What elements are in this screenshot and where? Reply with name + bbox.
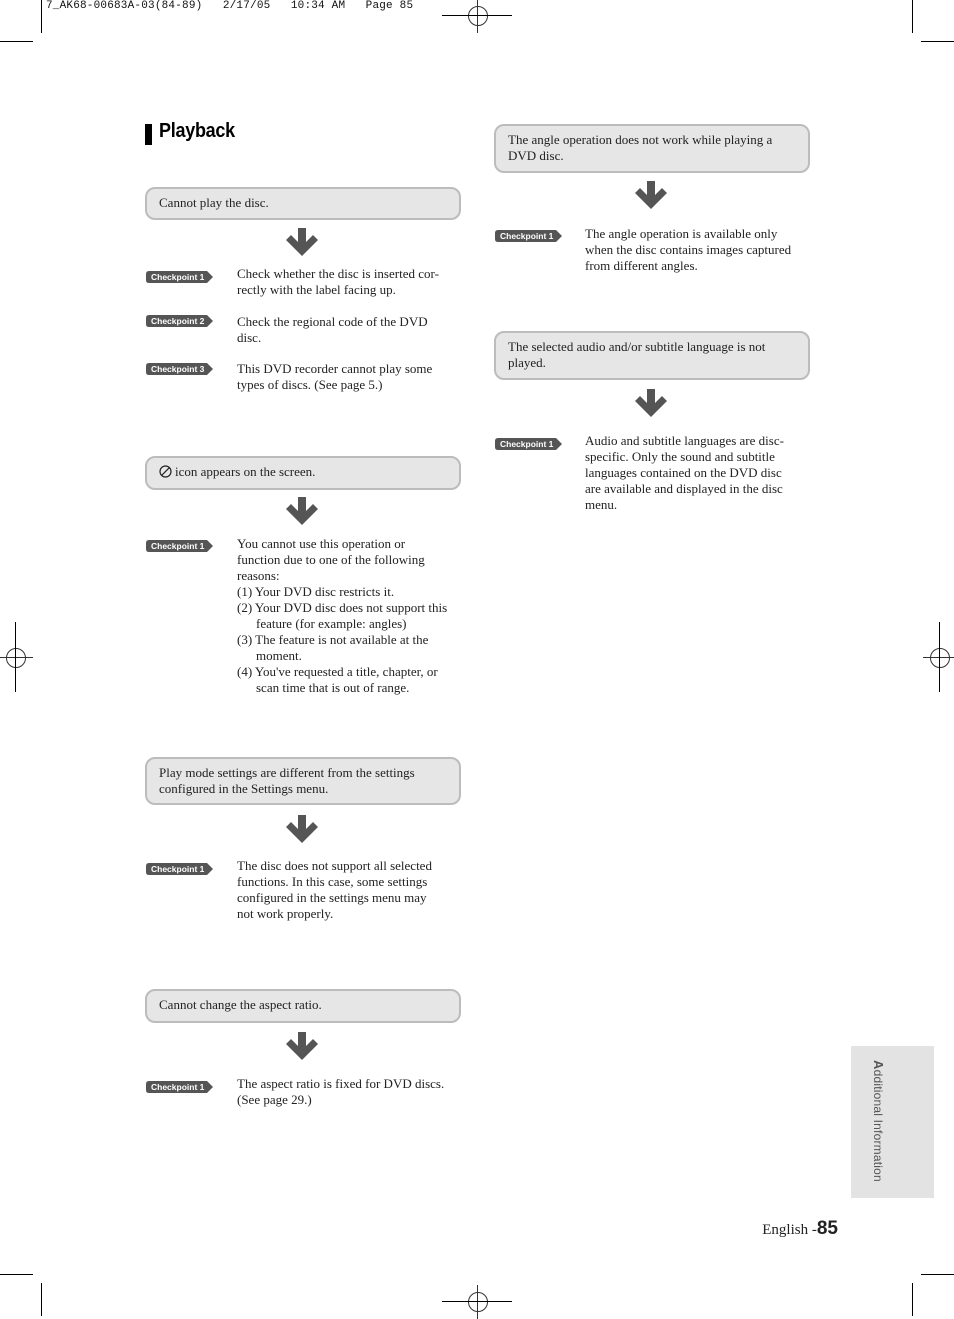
checkpoint-answer: Check the regional code of the DVD disc. (237, 314, 428, 345)
side-tab-label: Additional Information (871, 1060, 886, 1182)
down-arrow-icon (285, 814, 319, 844)
footer-language: English - (762, 1222, 817, 1238)
registration-line (442, 15, 512, 16)
problem-box-aspect-ratio (145, 989, 461, 1023)
registration-line (939, 622, 940, 692)
problem-box-angle-operation: The angle operation does not work while playing a DVD disc. (494, 124, 810, 173)
registration-line (15, 622, 16, 692)
page-title: Playback (159, 120, 235, 142)
crop-mark (912, 0, 913, 33)
crop-mark (41, 0, 42, 33)
registration-mark-right (930, 648, 950, 668)
checkpoint-tag: Checkpoint 2 (146, 315, 214, 327)
checkpoint-answer: Audio and subtitle languages are disc- specific. Only the sound and subtitle languages contained on the DVD disc are available and displayed in the disc menu. (585, 433, 784, 512)
registration-line (442, 1301, 512, 1302)
crop-mark (921, 1274, 954, 1275)
crop-mark (0, 1274, 33, 1275)
registration-mark-bottom (468, 1292, 488, 1312)
checkpoint-tag: Checkpoint 1 (146, 1081, 214, 1093)
checkpoint-tag: Checkpoint 3 (146, 363, 214, 375)
checkpoint-answer: You cannot use this operation or function due to one of the following reasons: (1) Your DVD disc restricts it. (2) Your DVD disc does not support this feature (for example: angles) (3) The feature is not available at the moment. (4) You've requested a title, chapter, or scan time that is out of range. (237, 536, 448, 695)
title-bar-accent (145, 124, 152, 145)
crop-mark (0, 41, 33, 42)
checkpoint-answer: The disc does not support all selected functions. In this case, some settings configured in the settings menu may not work properly. (237, 858, 432, 921)
crop-mark (921, 41, 954, 42)
checkpoint-answer: This DVD recorder cannot play some types of discs. (See page 5.) (237, 361, 433, 392)
registration-mark-top (468, 6, 488, 26)
page-number: 85 (816, 1218, 838, 1239)
checkpoint-tag: Checkpoint 1 (495, 230, 563, 242)
checkpoint-tag: Checkpoint 1 (495, 438, 563, 450)
checkpoint-tag: Checkpoint 1 (146, 540, 214, 552)
prohibited-icon (159, 465, 172, 478)
problem-box-prohibited-icon (145, 456, 461, 490)
problem-box-audio-subtitle: The selected audio and/or subtitle language is not played. (494, 331, 810, 380)
problem-text: Cannot change the aspect ratio. (159, 997, 322, 1012)
registration-mark-left (6, 648, 26, 668)
down-arrow-icon (634, 180, 668, 210)
checkpoint-answer: The aspect ratio is fixed for DVD discs. (See page 29.) (237, 1076, 445, 1107)
page-footer (762, 1218, 838, 1240)
down-arrow-icon (634, 388, 668, 418)
problem-box-cannot-play (145, 187, 461, 220)
crop-mark (912, 1283, 913, 1316)
problem-text: Cannot play the disc. (159, 195, 269, 210)
print-header: 7_AK68-00683A-03(84-89) 2/17/05 10:34 AM Page 85 (46, 0, 414, 12)
crop-mark (41, 1283, 42, 1316)
problem-box-play-mode-settings: Play mode settings are different from the settings configured in the Settings menu. (145, 757, 461, 805)
side-tab-additional-information (851, 1046, 934, 1198)
down-arrow-icon (285, 1031, 319, 1061)
down-arrow-icon (285, 496, 319, 526)
checkpoint-tag: Checkpoint 1 (146, 863, 214, 875)
down-arrow-icon (285, 227, 319, 257)
checkpoint-answer: The angle operation is available only when the disc contains images captured from different angles. (585, 226, 792, 273)
checkpoint-answer: Check whether the disc is inserted cor- rectly with the label facing up. (237, 266, 439, 297)
problem-text: icon appears on the screen. (175, 464, 316, 479)
checkpoint-tag: Checkpoint 1 (146, 271, 214, 283)
